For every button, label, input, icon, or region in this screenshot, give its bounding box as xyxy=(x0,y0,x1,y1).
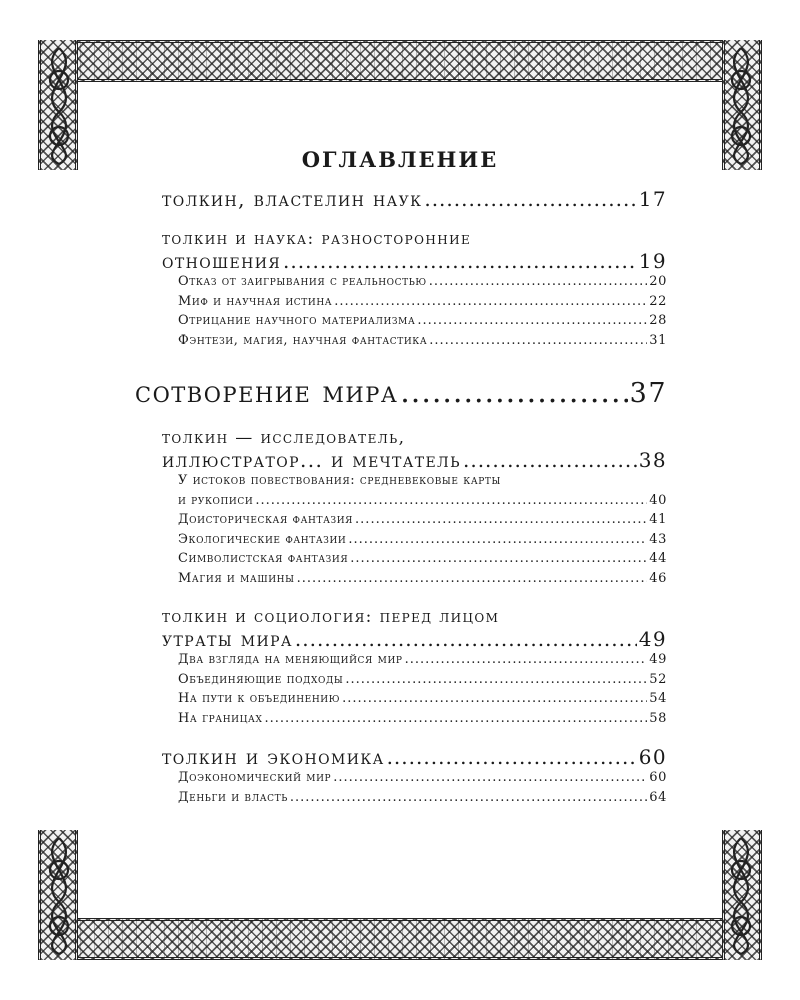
dot-leader xyxy=(424,188,636,210)
chapter-title: толкин, властелин наук xyxy=(162,187,423,211)
toc-subsection-entry[interactable] xyxy=(178,709,667,729)
toc-part-entry[interactable] xyxy=(135,374,667,413)
page-number: 58 xyxy=(649,710,667,726)
dot-leader xyxy=(387,746,637,768)
page-number: 49 xyxy=(638,627,667,651)
corner-knot-icon xyxy=(712,830,770,960)
dot-leader xyxy=(348,530,647,550)
dot-leader xyxy=(290,788,647,808)
dot-leader xyxy=(283,250,637,272)
dot-leader xyxy=(355,510,647,530)
page-number: 52 xyxy=(649,671,667,687)
toc-chapter xyxy=(162,188,667,210)
dot-leader xyxy=(429,272,648,292)
chapter-title: толкин и экономика xyxy=(162,745,385,769)
subsection-title: Два взгляда на меняющийся мир xyxy=(178,652,403,667)
dot-leader xyxy=(297,569,648,589)
dot-leader xyxy=(429,331,647,351)
toc-chapter xyxy=(162,228,667,350)
toc-intro-section xyxy=(162,188,667,368)
page-number: 46 xyxy=(649,570,667,586)
dot-leader xyxy=(405,650,648,670)
chapter-title-line: толкин и наука: разносторонние xyxy=(162,229,472,249)
page-number: 41 xyxy=(649,512,667,527)
dot-leader xyxy=(417,311,647,331)
toc-subsection-entry[interactable] xyxy=(178,292,667,312)
chapter-title: отношения xyxy=(162,249,282,273)
page-number: 60 xyxy=(649,770,667,785)
page-number: 17 xyxy=(638,187,667,211)
part-title: сотворение мира xyxy=(135,375,399,410)
toc-subsection-entry[interactable] xyxy=(178,510,667,530)
toc-subsection-entry[interactable] xyxy=(178,272,667,292)
corner-knot-icon xyxy=(30,830,88,960)
toc-chapter-entry[interactable] xyxy=(162,746,667,768)
part-chapters xyxy=(162,427,667,807)
toc-chapter xyxy=(162,746,667,807)
toc-subsection-entry[interactable] xyxy=(178,670,667,690)
toc-subsection-entry[interactable] xyxy=(178,331,667,351)
page-number: 60 xyxy=(638,745,667,769)
top-ornament-border xyxy=(38,40,762,82)
toc-chapter xyxy=(162,427,667,588)
page-number: 43 xyxy=(649,531,667,547)
dot-leader xyxy=(350,549,647,569)
dot-leader xyxy=(334,292,647,312)
page-number: 31 xyxy=(649,332,667,348)
page-number: 64 xyxy=(649,789,667,805)
dot-leader xyxy=(295,628,637,650)
toc-subsection-entry[interactable] xyxy=(178,530,667,550)
subsection-title: На пути к объединению xyxy=(178,691,341,706)
toc-subsection-entry[interactable] xyxy=(178,768,667,788)
subsection-title: На границах xyxy=(178,710,263,726)
page-number: 22 xyxy=(649,293,667,309)
subsection-title: Доисторическая фантазия xyxy=(178,512,354,527)
toc-chapter-entry[interactable] xyxy=(162,628,667,650)
dot-leader xyxy=(400,374,627,412)
subsection-title: Отрицание научного материализма xyxy=(178,313,416,328)
toc-subsection-entry[interactable] xyxy=(178,491,667,511)
toc-subsection-entry[interactable] xyxy=(178,650,667,670)
dot-leader xyxy=(463,449,637,471)
toc-chapter-entry[interactable] xyxy=(162,250,667,272)
chapter-title-line: толкин и социология: перед лицом xyxy=(162,607,500,627)
toc-chapter xyxy=(162,606,667,728)
subsection-title: Фэнтези, магия, научная фантастика xyxy=(178,332,428,348)
page-number: 19 xyxy=(638,249,667,273)
dot-leader xyxy=(342,689,647,709)
bottom-ornament-border xyxy=(38,918,762,960)
subsection-title: и рукописи xyxy=(178,492,254,508)
dot-leader xyxy=(333,768,647,788)
subsection-title: Магия и машины xyxy=(178,570,295,586)
dot-leader xyxy=(265,709,648,729)
subsection-title: Отказ от заигрывания с реальностью xyxy=(178,274,427,289)
subsection-title-line: У истоков повествования: средневековые карты xyxy=(178,473,501,488)
toc-subsection-entry[interactable] xyxy=(178,788,667,808)
toc-subsection-entry[interactable] xyxy=(178,569,667,589)
chapter-title-line: толкин — исследователь, xyxy=(162,428,406,448)
chapter-title: иллюстратор... и мечтатель xyxy=(162,448,461,472)
toc-part-section xyxy=(135,374,667,825)
page-number: 49 xyxy=(649,652,667,667)
subsection-title: Миф и научная истина xyxy=(178,293,333,309)
subsection-title: Доэкономический мир xyxy=(178,770,332,785)
subsection-title: Объединяющие подходы xyxy=(178,671,344,687)
page-number: 38 xyxy=(638,448,667,472)
subsection-title: Экологические фантазии xyxy=(178,531,347,547)
page-number: 20 xyxy=(649,274,667,289)
toc-chapter-entry[interactable] xyxy=(162,188,667,210)
page-number: 28 xyxy=(649,313,667,328)
toc-subsection-entry[interactable] xyxy=(178,689,667,709)
page-number: 37 xyxy=(629,378,667,409)
page-number: 54 xyxy=(649,691,667,706)
dot-leader xyxy=(255,491,647,511)
subsection-title: Деньги и власть xyxy=(178,789,288,805)
subsection-title: Символистская фантазия xyxy=(178,551,349,566)
toc-subsection-entry[interactable] xyxy=(178,311,667,331)
dot-leader xyxy=(345,670,647,690)
page-title: оглавление xyxy=(301,140,499,175)
toc-chapter-entry[interactable] xyxy=(162,449,667,471)
page-number: 40 xyxy=(649,492,667,508)
chapter-title: утраты мира xyxy=(162,627,293,651)
page-number: 44 xyxy=(649,551,667,566)
toc-subsection-entry[interactable] xyxy=(178,549,667,569)
